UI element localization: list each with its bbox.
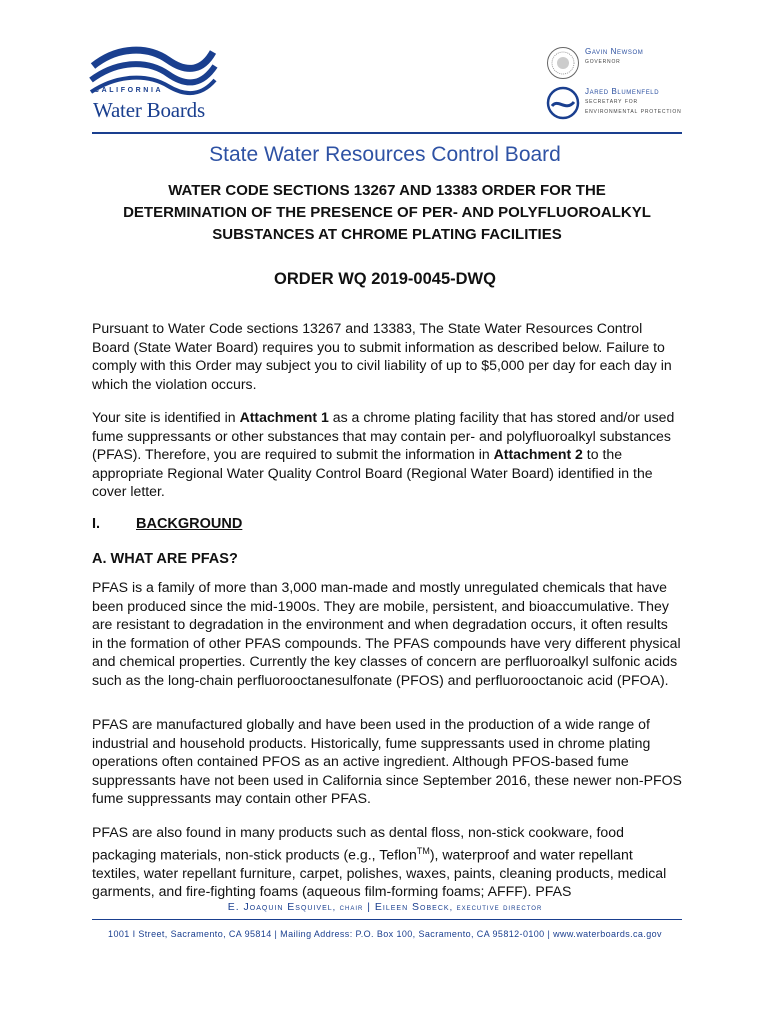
footer-officers bbox=[0, 901, 770, 913]
state-seal-icon bbox=[546, 46, 580, 80]
site-paragraph bbox=[92, 408, 682, 501]
section-label: BACKGROUND bbox=[136, 516, 243, 532]
chair-role: , chair bbox=[332, 902, 364, 912]
section-number: I. bbox=[92, 516, 101, 532]
footer-separator: | bbox=[367, 901, 371, 913]
section-heading bbox=[92, 516, 242, 532]
board-title: State Water Resources Control Board bbox=[209, 143, 561, 166]
secretary-block bbox=[585, 87, 681, 117]
order-heading-line3: SUBSTANCES AT CHROME PLATING FACILITIES bbox=[212, 226, 562, 243]
pfas-products-paragraph bbox=[92, 823, 682, 901]
products-text: ), waterproof and water repellant textiles, water repellant furniture, carpet, polishes, waxes, paints, cleaning products, medical garments, and fire-fighting foams (aqueous film-forming foams; AFFF). PFAS bbox=[92, 846, 667, 900]
secretary-title-line1: secretary for bbox=[585, 98, 638, 105]
calepa-logo-icon bbox=[546, 86, 580, 120]
intro-paragraph: Pursuant to Water Code sections 13267 and 13383, The State Water Resources Control Board (State Water Board) requires you to submit information as described below. Failure to comply with this Order may subject you to civil liability of up to $5,000 per day for each day in which the violation occurs. bbox=[92, 320, 672, 392]
order-heading bbox=[92, 180, 682, 246]
director-name: Eileen Sobeck bbox=[374, 901, 450, 913]
governor-name: Gavin Newsom bbox=[585, 47, 644, 56]
director-role: , executive director bbox=[449, 902, 543, 912]
header-divider bbox=[92, 132, 682, 134]
governor-block bbox=[585, 47, 643, 67]
governor-title: governor bbox=[585, 58, 621, 65]
site-paragraph-text: to the appropriate Regional Water Quality Control Board (Regional Water Board) identified in the cover letter. bbox=[92, 446, 653, 499]
logo-state-label: CALIFORNIA bbox=[94, 87, 164, 94]
attachment-2-reference: Attachment 2 bbox=[493, 446, 583, 462]
footer-address: 1001 I Street, Sacramento, CA 95814 | Mailing Address: P.O. Box 100, Sacramento, CA 95812-0100 | www.waterboards.ca.gov bbox=[108, 929, 662, 939]
order-heading-line2: DETERMINATION OF THE PRESENCE OF PER- AND POLYFLUOROALKYL bbox=[123, 204, 651, 221]
products-text: PFAS are also found in many products such as dental floss, non-stick cookware, food packaging materials, non-stick products (e.g., Teflon bbox=[92, 824, 624, 863]
order-heading-line1: WATER CODE SECTIONS 13267 AND 13383 ORDER FOR THE bbox=[168, 182, 606, 199]
secretary-name: Jared Blumenfeld bbox=[585, 87, 660, 96]
attachment-1-reference: Attachment 1 bbox=[239, 409, 329, 425]
subsection-heading: A. WHAT ARE PFAS? bbox=[92, 551, 238, 567]
chair-name: E. Joaquin Esquivel bbox=[227, 901, 333, 913]
site-paragraph-text: Your site is identified in bbox=[92, 409, 240, 425]
trademark-mark: TM bbox=[416, 845, 430, 856]
order-number: ORDER WQ 2019-0045-DWQ bbox=[274, 270, 496, 288]
footer-divider bbox=[92, 919, 682, 920]
site-paragraph-text: as a chrome plating facility that has stored and/or used fume suppressants or other substances that may contain per- and polyfluoroalkyl substances (PFAS). Therefore, you are required to submit the information in bbox=[92, 409, 675, 462]
pfas-manufacturing-paragraph: PFAS are manufactured globally and have been used in the production of a wide range of industrial and household products. Historically, fume suppressants used in chrome plating operations often contained PFOS as an active ingredient. Although PFOS-based fume suppressants have not been used in California since September 2016, these newer non-PFOS fume suppressants may contain other PFAS. bbox=[92, 716, 682, 806]
secretary-title-line2: environmental protection bbox=[585, 108, 682, 115]
logo-wordmark: Water Boards bbox=[93, 98, 205, 122]
pfas-definition-paragraph: PFAS is a family of more than 3,000 man-made and mostly unregulated chemicals that have been produced since the mid-1900s. They are mobile, persistent, and bioaccumulative. They are resistant to degradation in the environment and when degradation occurs, it often results in the formation of other PFAS compounds. The PFAS compounds have very different physical and chemical properties. Currently the key classes of concern are perfluoroalkyl sulfonic acids such as the long-chain perfluorooctanesulfonate (PFOS) and perfluorooctanoic acid (PFOA). bbox=[92, 579, 681, 688]
